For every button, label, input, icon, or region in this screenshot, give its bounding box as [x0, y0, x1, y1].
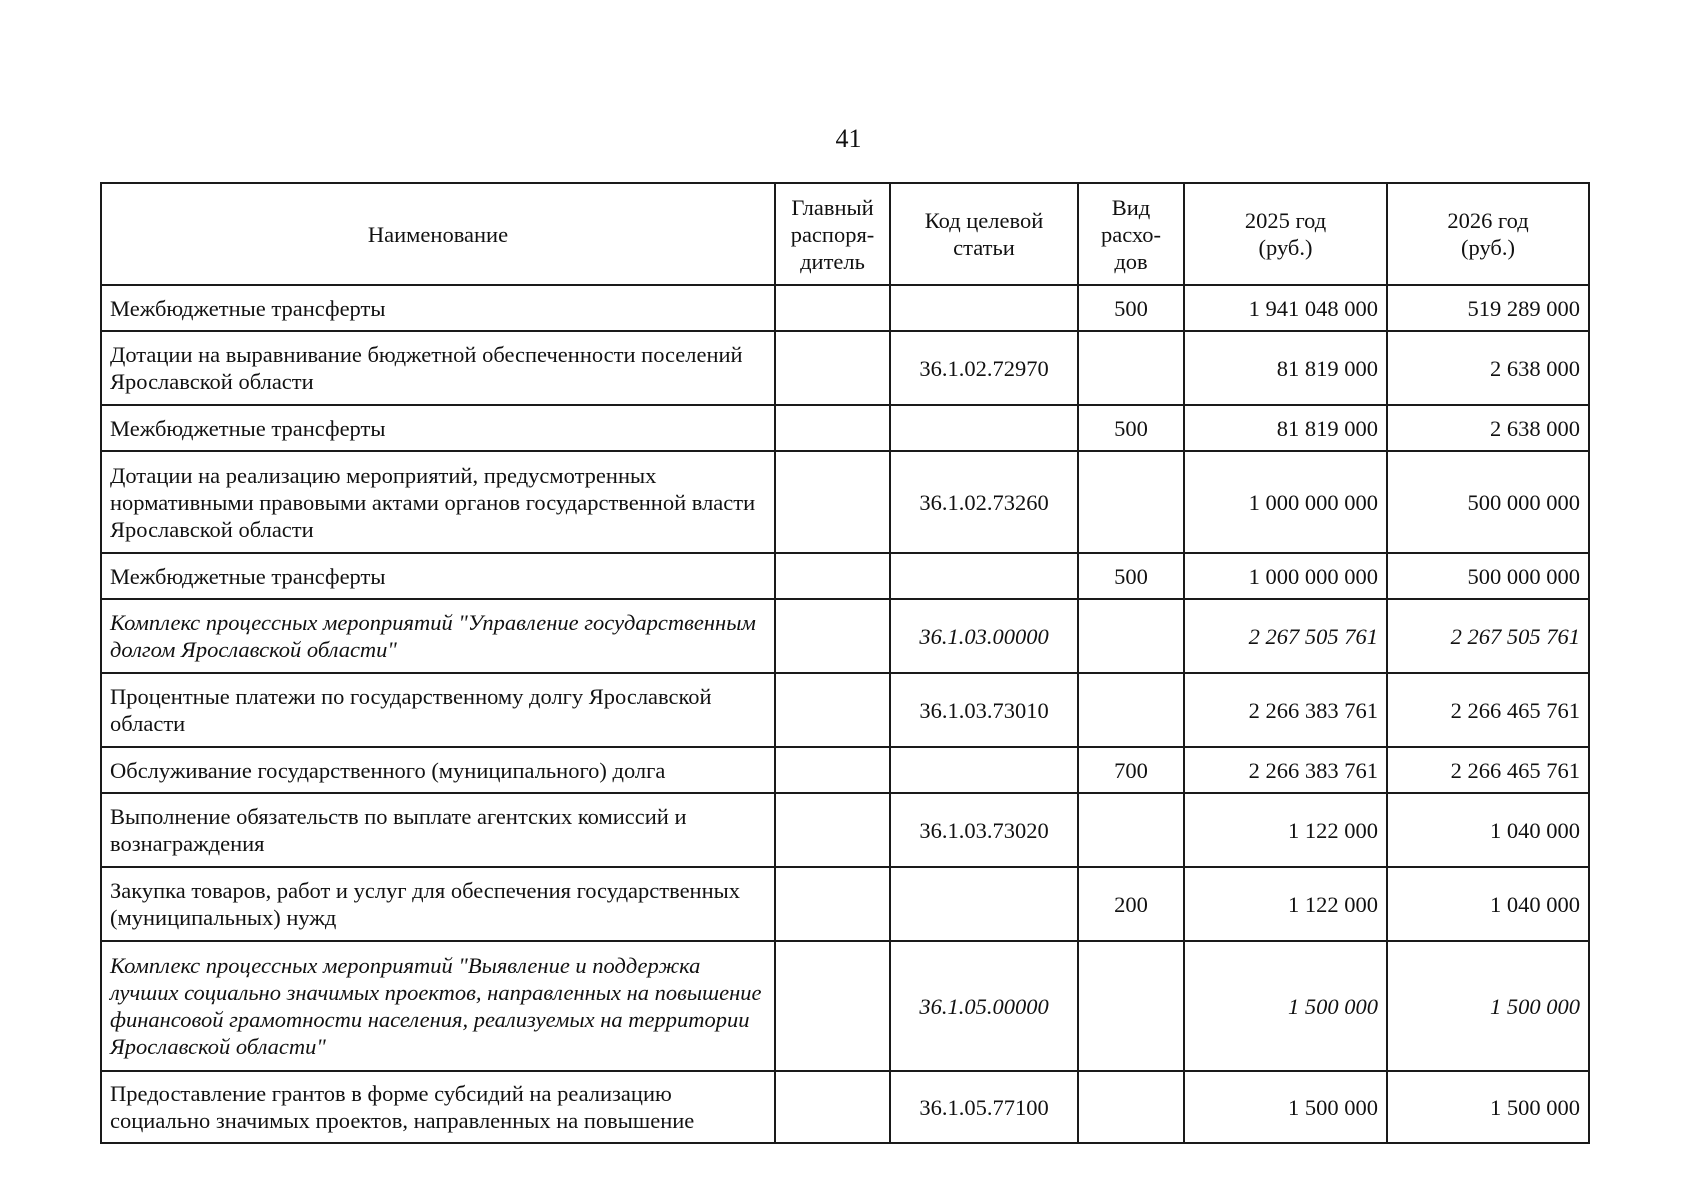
cell-name: Закупка товаров, работ и услуг для обеспечения государственных (муниципальных) нужд — [101, 867, 775, 941]
cell-2025: 1 000 000 000 — [1184, 451, 1387, 553]
cell-manager — [775, 941, 890, 1071]
cell-name: Дотации на выравнивание бюджетной обеспеченности поселений Ярославской области — [101, 331, 775, 405]
header-name: Наименование — [101, 183, 775, 285]
cell-2025: 1 122 000 — [1184, 793, 1387, 867]
cell-code — [890, 405, 1078, 451]
table-row — [101, 747, 1589, 793]
cell-2026: 1 040 000 — [1387, 867, 1589, 941]
cell-2026: 1 040 000 — [1387, 793, 1589, 867]
cell-2026: 2 267 505 761 — [1387, 599, 1589, 673]
table-row — [101, 405, 1589, 451]
cell-2026: 500 000 000 — [1387, 553, 1589, 599]
cell-code: 36.1.02.73260 — [890, 451, 1078, 553]
cell-name: Процентные платежи по государственному долгу Ярославской области — [101, 673, 775, 747]
cell-code: 36.1.05.77100 — [890, 1071, 1078, 1143]
table-row — [101, 285, 1589, 331]
cell-manager — [775, 673, 890, 747]
cell-2026: 2 638 000 — [1387, 405, 1589, 451]
header-2026: 2026 год (руб.) — [1387, 183, 1589, 285]
table-row — [101, 673, 1589, 747]
cell-manager — [775, 285, 890, 331]
header-manager: Главный распоря- дитель — [775, 183, 890, 285]
cell-manager — [775, 599, 890, 673]
page-number: 41 — [835, 124, 862, 153]
table-row — [101, 451, 1589, 553]
cell-manager — [775, 331, 890, 405]
cell-manager — [775, 1071, 890, 1143]
cell-2025: 1 000 000 000 — [1184, 553, 1387, 599]
cell-code: 36.1.03.73010 — [890, 673, 1078, 747]
cell-expense-type — [1078, 331, 1184, 405]
cell-expense-type: 500 — [1078, 405, 1184, 451]
cell-manager — [775, 553, 890, 599]
cell-manager — [775, 451, 890, 553]
cell-name: Межбюджетные трансферты — [101, 405, 775, 451]
budget-table — [100, 182, 1590, 1144]
cell-2025: 81 819 000 — [1184, 405, 1387, 451]
table-row — [101, 553, 1589, 599]
cell-expense-type — [1078, 599, 1184, 673]
cell-name: Комплекс процессных мероприятий "Выявление и поддержка лучших социально значимых проектов, направленных на повышение финансовой грамотности населения, реализуемых на территории Ярославской области" — [101, 941, 775, 1071]
table-row — [101, 793, 1589, 867]
cell-expense-type — [1078, 673, 1184, 747]
table-row — [101, 1071, 1589, 1143]
cell-expense-type — [1078, 1071, 1184, 1143]
cell-2026: 1 500 000 — [1387, 941, 1589, 1071]
cell-manager — [775, 867, 890, 941]
table-row — [101, 867, 1589, 941]
cell-2026: 519 289 000 — [1387, 285, 1589, 331]
cell-2026: 2 638 000 — [1387, 331, 1589, 405]
cell-2026: 2 266 465 761 — [1387, 673, 1589, 747]
cell-2025: 2 266 383 761 — [1184, 673, 1387, 747]
cell-expense-type: 700 — [1078, 747, 1184, 793]
cell-2025: 2 266 383 761 — [1184, 747, 1387, 793]
cell-name: Предоставление грантов в форме субсидий на реализацию социально значимых проектов, направленных на повышение — [101, 1071, 775, 1143]
cell-2025: 1 122 000 — [1184, 867, 1387, 941]
cell-2025: 1 500 000 — [1184, 941, 1387, 1071]
cell-expense-type: 500 — [1078, 285, 1184, 331]
cell-2026: 2 266 465 761 — [1387, 747, 1589, 793]
header-2025: 2025 год (руб.) — [1184, 183, 1387, 285]
table-row — [101, 599, 1589, 673]
cell-name: Выполнение обязательств по выплате агентских комиссий и вознаграждения — [101, 793, 775, 867]
cell-2025: 1 941 048 000 — [1184, 285, 1387, 331]
cell-code: 36.1.03.73020 — [890, 793, 1078, 867]
cell-2026: 500 000 000 — [1387, 451, 1589, 553]
cell-expense-type: 500 — [1078, 553, 1184, 599]
cell-2026: 1 500 000 — [1387, 1071, 1589, 1143]
cell-code — [890, 747, 1078, 793]
cell-name: Межбюджетные трансферты — [101, 285, 775, 331]
table-row — [101, 941, 1589, 1071]
cell-manager — [775, 747, 890, 793]
cell-code: 36.1.03.00000 — [890, 599, 1078, 673]
cell-2025: 2 267 505 761 — [1184, 599, 1387, 673]
cell-code: 36.1.02.72970 — [890, 331, 1078, 405]
cell-manager — [775, 405, 890, 451]
cell-expense-type: 200 — [1078, 867, 1184, 941]
cell-2025: 1 500 000 — [1184, 1071, 1387, 1143]
cell-code — [890, 867, 1078, 941]
cell-name: Дотации на реализацию мероприятий, предусмотренных нормативными правовыми актами органов государственной власти Ярославской области — [101, 451, 775, 553]
table-header-row — [101, 183, 1589, 285]
cell-code: 36.1.05.00000 — [890, 941, 1078, 1071]
table-row — [101, 331, 1589, 405]
cell-name: Обслуживание государственного (муниципального) долга — [101, 747, 775, 793]
cell-expense-type — [1078, 451, 1184, 553]
cell-manager — [775, 793, 890, 867]
cell-2025: 81 819 000 — [1184, 331, 1387, 405]
cell-code — [890, 285, 1078, 331]
cell-code — [890, 553, 1078, 599]
cell-name: Межбюджетные трансферты — [101, 553, 775, 599]
cell-expense-type — [1078, 941, 1184, 1071]
cell-name: Комплекс процессных мероприятий "Управление государственным долгом Ярославской области" — [101, 599, 775, 673]
cell-expense-type — [1078, 793, 1184, 867]
header-code: Код целевой статьи — [890, 183, 1078, 285]
header-expense-type: Вид расхо- дов — [1078, 183, 1184, 285]
